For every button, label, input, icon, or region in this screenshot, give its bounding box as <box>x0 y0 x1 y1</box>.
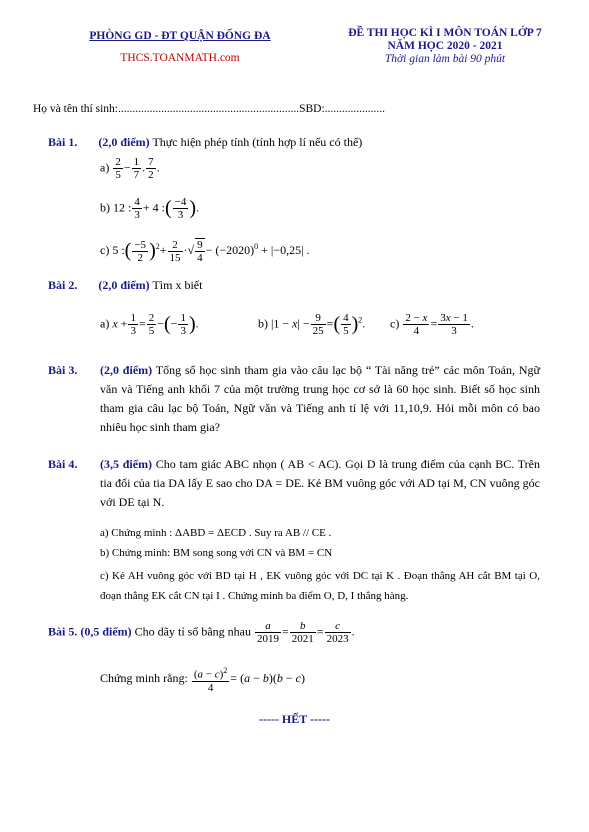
bai4-a: a) Chứng minh : ΔABD = ΔECD . Suy ra AB // CE . <box>100 527 332 539</box>
bai3-label-wrap <box>48 363 77 378</box>
bai3-label: Bài 3. <box>48 363 78 377</box>
bai2-b: b) |1 − x| − $\frac{9}{25}$ =( $\frac{4}{5}$ )$^2$. <box>258 312 366 337</box>
bai1-label: Bài 1. <box>48 135 78 149</box>
bai5-label: Bài 5. <box>48 624 78 639</box>
student-info-line: Họ và tên thí sinh:...............................................................SBD:..................... <box>33 103 386 115</box>
bai4-text: Cho tam giác ABC nhọn ( AB < AC). Gọi D là trung điểm của cạnh BC. Trên tia đối của tia DA lấy E sao cho DA = DE. Kẻ BM vuông góc với AD tại M, CN vuông góc với DE tại N. <box>100 457 541 509</box>
bai2-c: c) $\frac{2 - x}{4}$ = $\frac{3x - 1}{3}$ . <box>390 312 474 337</box>
footer-end <box>0 712 589 727</box>
bai4-body <box>100 455 540 512</box>
bai3-text: Tổng số học sinh tham gia vào câu lạc bộ “ Tài năng trẻ” các môn Toán, Ngữ văn và Tiếng anh khối 7 của một trường trung học cơ sở là 60 học sinh. Biết số học sinh tham gia câu lạc bộ Toán, Ngữ văn và Tiếng anh tỉ lệ với 11,10,9. Hỏi mỗi môn có bao nhiêu học sinh tham gia? <box>100 363 540 434</box>
bai1-a: a) $\frac{2}{5}$ − $\frac{1}{7}$ . $\frac{7}{2}$ . <box>100 156 160 181</box>
bai4-points: (3,5 điểm) <box>100 457 153 471</box>
bai5-prove: Chứng minh rằng: $\frac{(a - c)^2}{4}$ = (a − b)(b − c) <box>100 666 305 694</box>
bai2-points: (2,0 điểm) <box>98 278 150 292</box>
bai3-points: (2,0 điểm) <box>100 363 153 377</box>
header-left <box>60 30 300 64</box>
bai1-text: Thực hiện phép tính (tính hợp lí nếu có thể) <box>152 135 363 149</box>
end-marker: ----- HẾT ----- <box>258 712 331 726</box>
exam-title: ĐỀ THI HỌC KÌ I MÔN TOÁN LỚP 7 <box>348 27 542 39</box>
bai2-b-label: b) <box>258 316 268 331</box>
bai2-a-label: a) <box>100 316 110 331</box>
bai2-a: a) x + $\frac{1}{3}$ = $\frac{2}{5}$ −(− $\frac{1}{3}$ ). <box>100 312 199 337</box>
department-name: PHÒNG GD - ĐT QUẬN ĐỐNG ĐA <box>89 30 271 42</box>
bai5-points: (0,5 điểm) <box>80 624 132 639</box>
bai5-text: Cho dãy tỉ số bằng nhau <box>134 624 251 639</box>
bai2-text: Tìm x biết <box>152 278 203 292</box>
bai1-b: b) 12 : $\frac{4}{3}$ + 4 :( $\frac{-4}{3}$ ). <box>100 196 200 221</box>
bai2-c-label: c) <box>390 316 400 331</box>
bai4-label-wrap <box>48 457 77 472</box>
school-year: NĂM HỌC 2020 - 2021 <box>387 40 503 52</box>
bai2-heading <box>48 278 202 293</box>
bai4-c: c) Kẻ AH vuông góc với BD tại H , EK vuông góc với DC tại K . Đoạn thẳng AH cắt BM tại O, đoạn thẳng EK cắt CN tại I . Chứng minh ba điểm O, D, I thẳng hàng. <box>100 570 540 602</box>
bai2-label: Bài 2. <box>48 278 78 292</box>
bai3-body <box>100 361 540 437</box>
bai5-prove-label: Chứng minh rằng: <box>100 671 188 686</box>
bai1-heading <box>48 135 362 150</box>
bai1-c: c) 5 :( $\frac{-5}{2}$ )$^2$+ $\frac{2}{15}$ ·√ $\frac{9}{4}$ − $(-2020)^0 + |-0,25|$ . <box>100 238 310 264</box>
bai1-points: (2,0 điểm) <box>98 135 150 149</box>
bai1-b-label: b) <box>100 200 110 215</box>
bai5-heading: Bài 5. (0,5 điểm) Cho dãy tỉ số bằng nhau $\frac{a}{2019}$ = $\frac{b}{2021}$ = $\frac{c}{2023}$ . <box>48 620 355 645</box>
bai4-label: Bài 4. <box>48 457 78 471</box>
exam-duration: Thời gian làm bài 90 phút <box>384 53 506 65</box>
bai1-a-label: a) <box>100 160 110 175</box>
header-right <box>320 27 570 66</box>
bai4-b: b) Chứng minh: BM song song với CN và BM = CN <box>100 547 333 559</box>
bai1-c-label: c) <box>100 242 110 257</box>
website-name: THCS.TOANMATH.com <box>120 52 240 64</box>
